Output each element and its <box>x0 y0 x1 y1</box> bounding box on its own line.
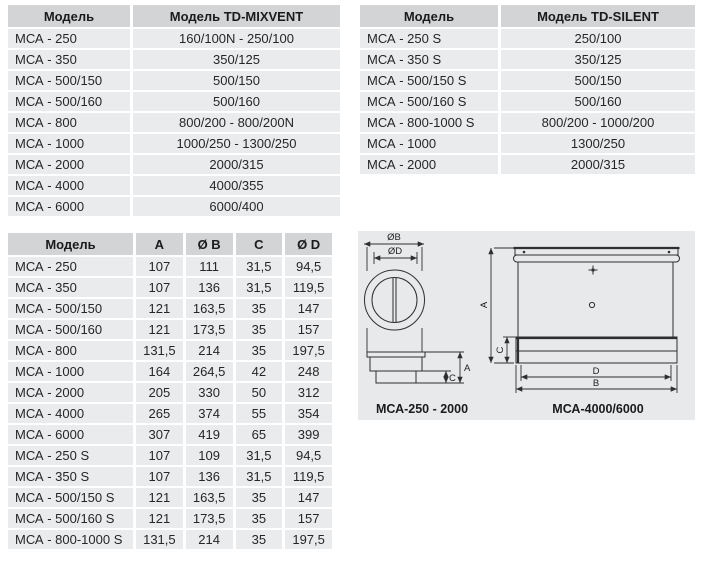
header-row <box>8 5 340 27</box>
dim-label-c: C <box>495 346 506 354</box>
model-cell: МСА - 350 <box>8 50 130 69</box>
table-row <box>8 446 332 465</box>
value-cell: 31,5 <box>236 257 283 276</box>
table-row <box>8 71 340 90</box>
value-cell: 800/200 - 1000/200 <box>501 113 695 132</box>
value-cell: 374 <box>186 404 233 423</box>
model-cell: МСА - 500/150 <box>8 299 133 318</box>
value-cell: 31,5 <box>236 467 283 486</box>
model-cell: МСА - 250 <box>8 257 133 276</box>
model-cell: МСА - 350 S <box>360 50 498 69</box>
value-cell: 35 <box>236 488 283 507</box>
value-cell: 157 <box>285 509 332 528</box>
rolled-rib <box>514 255 680 262</box>
value-cell: 35 <box>236 509 283 528</box>
table-row <box>8 50 340 69</box>
value-cell: 214 <box>186 341 233 360</box>
right-drawing-mca-4000-6000 <box>479 248 680 416</box>
table-row <box>8 425 332 444</box>
value-cell: 399 <box>285 425 332 444</box>
damper-side-view <box>367 352 425 383</box>
value-cell: 163,5 <box>186 299 233 318</box>
value-cell: 109 <box>186 446 233 465</box>
model-cell: МСА - 1000 <box>8 134 130 153</box>
dim-label-a: A <box>464 363 471 374</box>
table-row <box>360 29 695 48</box>
model-cell: МСА - 6000 <box>8 197 130 216</box>
silent-model-table <box>357 3 698 176</box>
value-cell: 35 <box>236 530 283 549</box>
inner-ring <box>372 278 417 323</box>
dim-label-od: ØD <box>387 246 403 257</box>
dimensions-table <box>5 231 335 551</box>
value-cell: 147 <box>285 488 332 507</box>
value-cell: 107 <box>136 278 183 297</box>
bottom-duct <box>516 337 677 363</box>
value-cell: 55 <box>236 404 283 423</box>
value-cell: 94,5 <box>285 446 332 465</box>
value-cell: 500/160 <box>501 92 695 111</box>
table-row <box>8 509 332 528</box>
model-cell: МСА - 250 <box>8 29 130 48</box>
body <box>370 357 422 371</box>
screw-cross-marker <box>589 266 598 275</box>
table-row <box>360 50 695 69</box>
dimension-drawing <box>358 231 695 420</box>
value-cell: 163,5 <box>186 488 233 507</box>
value-cell: 35 <box>236 320 283 339</box>
value-cell: 4000/355 <box>133 176 340 195</box>
value-cell: 2000/315 <box>133 155 340 174</box>
model-cell: МСА - 6000 <box>8 425 133 444</box>
value-cell: 330 <box>186 383 233 402</box>
model-cell: МСА - 500/150 S <box>360 71 498 90</box>
model-cell: МСА - 250 S <box>8 446 133 465</box>
column-header: Модель <box>8 5 130 27</box>
model-cell: МСА - 4000 <box>8 176 130 195</box>
extension-lines <box>367 247 422 352</box>
value-cell: 65 <box>236 425 283 444</box>
value-cell: 205 <box>136 383 183 402</box>
table-row <box>8 467 332 486</box>
value-cell: 42 <box>236 362 283 381</box>
table-row <box>8 92 340 111</box>
value-cell: 265 <box>136 404 183 423</box>
hole-marker <box>589 302 594 307</box>
value-cell: 121 <box>136 320 183 339</box>
table-row <box>8 113 340 132</box>
spigot <box>376 371 416 383</box>
right-drawing-caption: МСА-4000/6000 <box>552 402 644 416</box>
value-cell: 214 <box>186 530 233 549</box>
value-cell: 121 <box>136 509 183 528</box>
value-cell: 173,5 <box>186 320 233 339</box>
value-cell: 500/150 <box>133 71 340 90</box>
header-row <box>360 5 695 27</box>
value-cell: 121 <box>136 488 183 507</box>
value-cell: 264,5 <box>186 362 233 381</box>
value-cell: 354 <box>285 404 332 423</box>
table-row <box>360 134 695 153</box>
value-cell: 173,5 <box>186 509 233 528</box>
value-cell: 147 <box>285 299 332 318</box>
screw-dot <box>668 251 671 254</box>
value-cell: 35 <box>236 299 283 318</box>
model-cell: МСА - 800-1000 S <box>360 113 498 132</box>
value-cell: 131,5 <box>136 530 183 549</box>
column-header: A <box>136 233 183 255</box>
table-row <box>8 29 340 48</box>
outer-ring <box>365 270 425 330</box>
model-cell: МСА - 2000 <box>8 383 133 402</box>
value-cell: 2000/315 <box>501 155 695 174</box>
value-cell: 136 <box>186 278 233 297</box>
value-cell: 1000/250 - 1300/250 <box>133 134 340 153</box>
value-cell: 160/100N - 250/100 <box>133 29 340 48</box>
value-cell: 35 <box>236 341 283 360</box>
value-cell: 131,5 <box>136 341 183 360</box>
table-row <box>8 176 340 195</box>
model-cell: МСА - 500/160 <box>8 92 130 111</box>
value-cell: 136 <box>186 467 233 486</box>
casing-body <box>518 262 673 337</box>
value-cell: 111 <box>186 257 233 276</box>
column-header: Модель TD-SILENT <box>501 5 695 27</box>
model-cell: МСА - 500/150 <box>8 71 130 90</box>
table-row <box>8 383 332 402</box>
right-dim-a <box>479 248 515 363</box>
value-cell: 119,5 <box>285 278 332 297</box>
model-cell: МСА - 800 <box>8 113 130 132</box>
model-cell: МСА - 1000 <box>8 362 133 381</box>
column-header: Ø D <box>285 233 332 255</box>
model-cell: МСА - 500/150 S <box>8 488 133 507</box>
table-row <box>8 278 332 297</box>
value-cell: 1300/250 <box>501 134 695 153</box>
mixvent-model-table <box>5 3 343 218</box>
model-cell: МСА - 2000 <box>360 155 498 174</box>
dim-label-ob: ØB <box>387 232 401 243</box>
left-drawing-mca-250-2000 <box>364 232 471 416</box>
table-row <box>8 404 332 423</box>
table-row <box>360 71 695 90</box>
table-row <box>360 155 695 174</box>
table-row <box>8 197 340 216</box>
model-cell: МСА - 350 <box>8 278 133 297</box>
dim-label-a: A <box>479 301 490 309</box>
value-cell: 107 <box>136 467 183 486</box>
model-cell: МСА - 500/160 <box>8 320 133 339</box>
model-cell: МСА - 1000 <box>360 134 498 153</box>
table-row <box>8 155 340 174</box>
dim-label-c: C <box>449 373 456 384</box>
table-row <box>8 362 332 381</box>
value-cell: 197,5 <box>285 530 332 549</box>
column-header: Ø B <box>186 233 233 255</box>
column-header: Модель <box>8 233 133 255</box>
model-cell: МСА - 500/160 S <box>8 509 133 528</box>
top-flange <box>514 248 680 255</box>
column-header: Модель TD-MIXVENT <box>133 5 340 27</box>
value-cell: 50 <box>236 383 283 402</box>
table-row <box>360 92 695 111</box>
flange <box>367 352 425 357</box>
value-cell: 121 <box>136 299 183 318</box>
value-cell: 250/100 <box>501 29 695 48</box>
value-cell: 500/160 <box>133 92 340 111</box>
damper-front-view <box>365 270 425 330</box>
value-cell: 197,5 <box>285 341 332 360</box>
value-cell: 94,5 <box>285 257 332 276</box>
dim-label-b: B <box>592 378 600 389</box>
model-cell: МСА - 4000 <box>8 404 133 423</box>
left-drawing-caption: МСА-250 - 2000 <box>375 402 469 416</box>
value-cell: 31,5 <box>236 446 283 465</box>
value-cell: 6000/400 <box>133 197 340 216</box>
dimension-diagram-panel <box>358 231 695 420</box>
header-row <box>8 233 332 255</box>
model-cell: МСА - 800-1000 S <box>8 530 133 549</box>
value-cell: 500/150 <box>501 71 695 90</box>
screw-dot <box>523 251 526 254</box>
value-cell: 248 <box>285 362 332 381</box>
table-row <box>8 341 332 360</box>
value-cell: 157 <box>285 320 332 339</box>
table-row <box>8 530 332 549</box>
column-header: Модель <box>360 5 498 27</box>
dim-label-d: D <box>592 366 600 377</box>
value-cell: 312 <box>285 383 332 402</box>
model-cell: МСА - 350 S <box>8 467 133 486</box>
value-cell: 350/125 <box>133 50 340 69</box>
table-row <box>8 257 332 276</box>
table-row <box>8 134 340 153</box>
column-header: C <box>236 233 283 255</box>
value-cell: 119,5 <box>285 467 332 486</box>
right-dim-c <box>495 337 516 363</box>
value-cell: 800/200 - 800/200N <box>133 113 340 132</box>
model-cell: МСА - 500/160 S <box>360 92 498 111</box>
value-cell: 31,5 <box>236 278 283 297</box>
model-cell: МСА - 2000 <box>8 155 130 174</box>
value-cell: 419 <box>186 425 233 444</box>
model-cell: МСА - 800 <box>8 341 133 360</box>
table-row <box>360 113 695 132</box>
value-cell: 350/125 <box>501 50 695 69</box>
value-cell: 307 <box>136 425 183 444</box>
model-cell: МСА - 250 S <box>360 29 498 48</box>
value-cell: 107 <box>136 446 183 465</box>
value-cell: 107 <box>136 257 183 276</box>
table-row <box>8 299 332 318</box>
table-row <box>8 488 332 507</box>
value-cell: 164 <box>136 362 183 381</box>
table-row <box>8 320 332 339</box>
